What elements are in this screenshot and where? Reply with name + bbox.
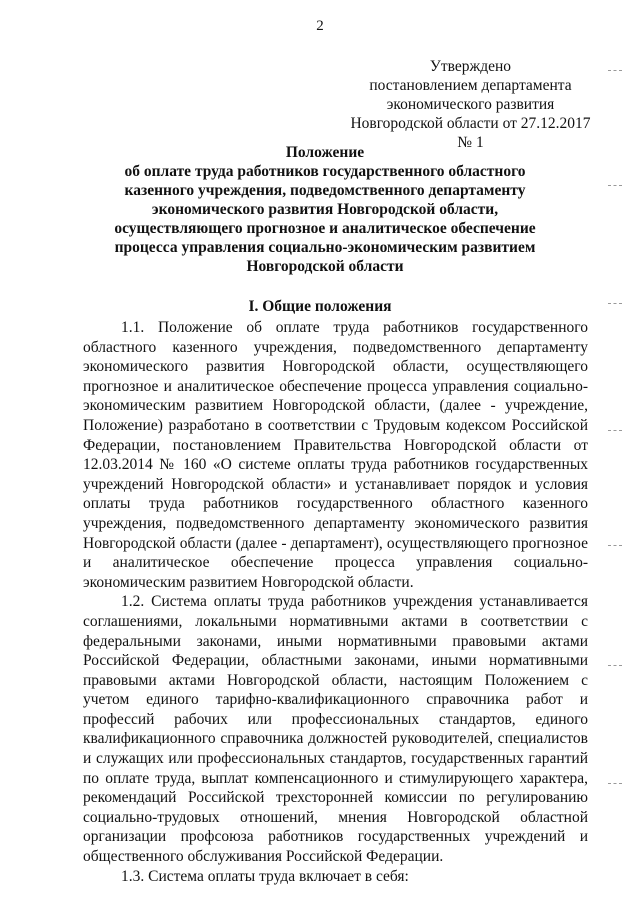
approval-line: Утверждено bbox=[429, 58, 512, 75]
approval-line: Новгородской области от 27.12.2017 bbox=[350, 115, 591, 132]
scan-margin-mark bbox=[608, 545, 622, 547]
scan-margin-mark bbox=[608, 185, 622, 187]
document-title bbox=[90, 143, 560, 276]
section-heading: I. Общие положения bbox=[248, 298, 392, 315]
scan-margin-mark bbox=[608, 303, 622, 305]
scan-margin-mark bbox=[608, 70, 622, 72]
approval-line: постановлением департамента bbox=[369, 77, 572, 94]
title-line: осуществляющего прогнозное и аналитическое обеспечение bbox=[114, 220, 536, 237]
approval-line: экономического развития bbox=[386, 96, 555, 113]
title-line: процесса управления социально-экономическим развитием bbox=[114, 239, 536, 256]
page-number: 2 bbox=[316, 18, 324, 34]
approval-line: № 1 bbox=[457, 134, 484, 151]
title-line: Положение bbox=[285, 144, 365, 161]
approval-block bbox=[348, 57, 593, 152]
paragraph-1-3: 1.3. Система оплаты труда включает в себя: bbox=[121, 867, 409, 885]
scan-margin-mark bbox=[608, 430, 622, 432]
title-line: об оплате труда работников государственного областного bbox=[124, 163, 526, 180]
body-text bbox=[83, 318, 588, 886]
scan-margin-mark bbox=[608, 783, 622, 785]
scan-margin-mark bbox=[608, 665, 622, 667]
title-line: казенного учреждения, подведомственного департаменту bbox=[124, 182, 526, 199]
title-line: экономического развития Новгородской области, bbox=[151, 201, 499, 218]
paragraph-1-1: 1.1. Положение об оплате труда работников государственного областного казенного учреждения, подведомственного департаменту экономического развития Новгородской области, осуществляющего прогнозное и аналитическое обеспечение процесса управления социально-экономическим развитием Новгородской области, (далее - учреждение, Положение) разработано в соответствии с Трудовым кодексом Российской Федерации, постановлением Правительства Новгородской области от 12.03.2014 № 160 «О системе оплаты труда работников государственных учреждений Новгородской области» и устанавливает порядок и условия оплаты труда работников государственного областного казенного учреждения, подведомственного департаменту экономического развития Новгородской области (далее - департамент), осуществляющего прогнозное и аналитическое обеспечение процесса управления социально-экономическим развитием Новгородской области. bbox=[83, 319, 588, 591]
title-line: Новгородской области bbox=[246, 258, 404, 275]
paragraph-1-2: 1.2. Система оплаты труда работников учреждения устанавливается соглашениями, локальными нормативными актами в соответствии с федеральными законами, иными нормативными правовыми актами Российской Федерации, областными законами, иными нормативными правовыми актами Новгородской области, настоящим Положением с учетом единого тарифно-квалификационного справочника работ и профессий рабочих или профессиональных стандартов, единого квалификационного справочника должностей руководителей, специалистов и служащих или профессиональных стандартов, государственных гарантий по оплате труда, выплат компенсационного и стимулирующего характера, рекомендаций Российской трехсторонней комиссии по регулированию социально-трудовых отношений, мнения Новгородской областной организации профсоюза работников государственных учреждений и общественного обслуживания Российской Федерации. bbox=[83, 593, 588, 866]
